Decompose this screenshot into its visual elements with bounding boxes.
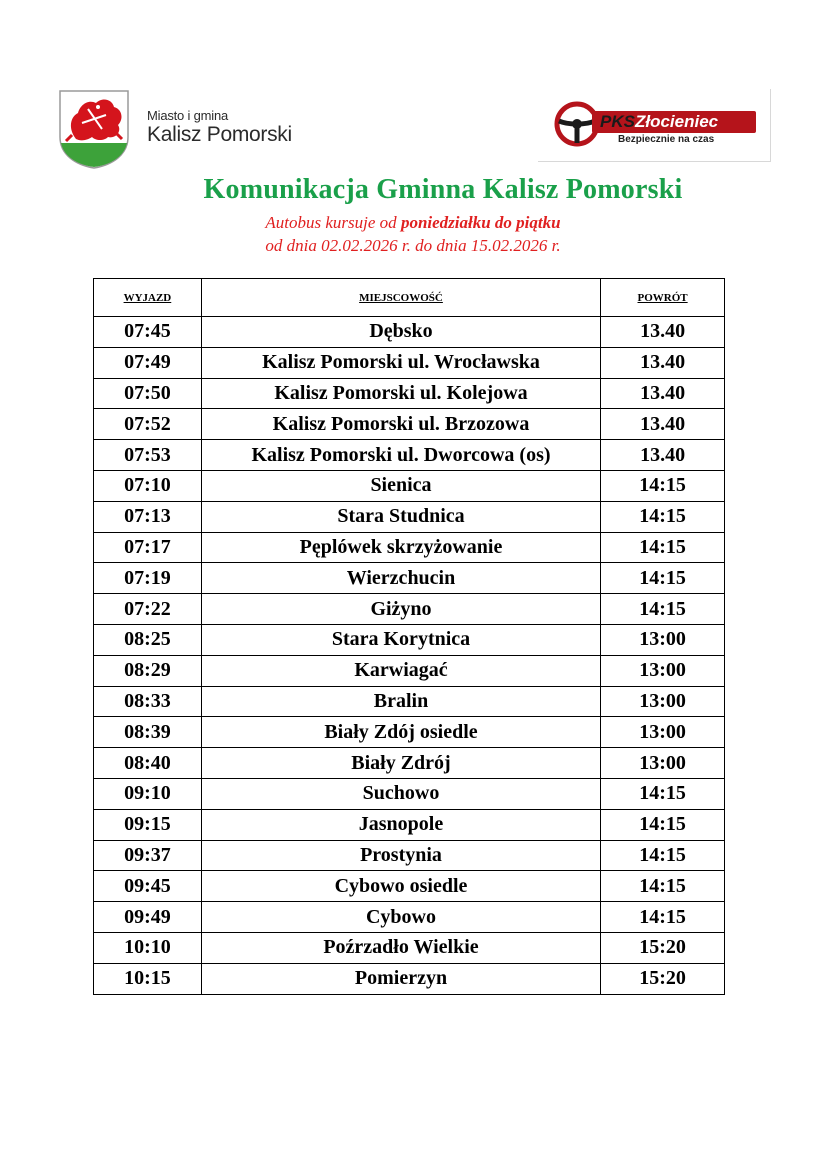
departure-time-cell: 07:53	[94, 440, 202, 471]
table-row	[94, 409, 725, 440]
locality-cell: Suchowo	[201, 778, 600, 809]
return-time-cell: 13.40	[601, 317, 725, 348]
departure-time-cell: 08:40	[94, 748, 202, 779]
pks-logo	[538, 89, 771, 162]
return-time-cell: 13.40	[601, 409, 725, 440]
municipality-wordmark	[147, 108, 292, 147]
locality-cell: Sienica	[201, 470, 600, 501]
table-row	[94, 317, 725, 348]
table-row	[94, 532, 725, 563]
schedule-days-prefix: Autobus kursuje od	[265, 213, 401, 232]
pks-badge	[592, 111, 756, 133]
table-row	[94, 778, 725, 809]
locality-cell: Cybowo	[201, 902, 600, 933]
return-time-cell: 14:15	[601, 501, 725, 532]
table-row	[94, 748, 725, 779]
locality-cell: Cybowo osiedle	[201, 871, 600, 902]
departure-time-cell: 09:15	[94, 809, 202, 840]
crest-icon	[58, 89, 130, 169]
locality-cell: Jasnopole	[201, 809, 600, 840]
locality-cell: Biały Zdrój	[201, 748, 600, 779]
return-time-cell: 14:15	[601, 594, 725, 625]
table-row	[94, 902, 725, 933]
departure-time-cell: 07:45	[94, 317, 202, 348]
departure-time-cell: 09:10	[94, 778, 202, 809]
table-row	[94, 809, 725, 840]
locality-cell: Poźrzadło Wielkie	[201, 932, 600, 963]
departure-time-cell: 08:25	[94, 624, 202, 655]
return-time-cell: 14:15	[601, 840, 725, 871]
locality-cell: Biały Zdój osiedle	[201, 717, 600, 748]
departure-time-cell: 10:10	[94, 932, 202, 963]
table-row	[94, 840, 725, 871]
pks-slogan: Bezpiecznie na czas	[618, 134, 715, 145]
schedule-dates-line: od dnia 02.02.2026 r. do dnia 15.02.2026 r.	[265, 236, 561, 255]
return-time-cell: 13:00	[601, 624, 725, 655]
kalisz-crest-logo	[58, 89, 130, 169]
departure-time-cell: 08:39	[94, 717, 202, 748]
header-departure: WYJAZD	[94, 279, 202, 317]
locality-cell: Dębsko	[201, 317, 600, 348]
locality-cell: Stara Studnica	[201, 501, 600, 532]
table-row	[94, 871, 725, 902]
municipality-small-text: Miasto i gmina	[147, 108, 229, 123]
return-time-cell: 14:15	[601, 563, 725, 594]
header-locality: MIEJSCOWOŚĆ	[201, 279, 600, 317]
departure-time-cell: 07:50	[94, 378, 202, 409]
departure-time-cell: 08:33	[94, 686, 202, 717]
departure-time-cell: 10:15	[94, 963, 202, 994]
return-time-cell: 15:20	[601, 932, 725, 963]
departure-time-cell: 08:29	[94, 655, 202, 686]
departure-time-cell: 07:19	[94, 563, 202, 594]
table-row	[94, 594, 725, 625]
table-row	[94, 470, 725, 501]
table-row	[94, 655, 725, 686]
locality-cell: Kalisz Pomorski ul. Brzozowa	[201, 409, 600, 440]
pks-prefix: PKS	[600, 112, 635, 131]
locality-cell: Bralin	[201, 686, 600, 717]
table-header-row	[94, 279, 725, 317]
departure-time-cell: 09:37	[94, 840, 202, 871]
return-time-cell: 13:00	[601, 717, 725, 748]
locality-cell: Pęplówek skrzyżowanie	[201, 532, 600, 563]
return-time-cell: 14:15	[601, 902, 725, 933]
table-row	[94, 440, 725, 471]
municipality-name-text: Kalisz Pomorski	[147, 123, 292, 146]
page-title: Komunikacja Gminna Kalisz Pomorski	[203, 174, 683, 205]
locality-cell: Stara Korytnica	[201, 624, 600, 655]
return-time-cell: 13.40	[601, 347, 725, 378]
schedule-days-bold: poniedziałku do piątku	[400, 213, 561, 232]
locality-cell: Kalisz Pomorski ul. Wrocławska	[201, 347, 600, 378]
departure-time-cell: 09:49	[94, 902, 202, 933]
return-time-cell: 14:15	[601, 532, 725, 563]
return-time-cell: 14:15	[601, 809, 725, 840]
schedule-days-line	[0, 213, 826, 233]
return-time-cell: 14:15	[601, 871, 725, 902]
pks-city: Złocieniec	[634, 112, 719, 131]
table-row	[94, 686, 725, 717]
locality-cell: Karwiagać	[201, 655, 600, 686]
return-time-cell: 13:00	[601, 748, 725, 779]
table-row	[94, 624, 725, 655]
timetable	[93, 278, 725, 995]
table-row	[94, 932, 725, 963]
header-return: POWRÓT	[601, 279, 725, 317]
table-row	[94, 347, 725, 378]
locality-cell: Prostynia	[201, 840, 600, 871]
departure-time-cell: 07:17	[94, 532, 202, 563]
return-time-cell: 15:20	[601, 963, 725, 994]
table-row	[94, 717, 725, 748]
locality-cell: Kalisz Pomorski ul. Dworcowa (os)	[201, 440, 600, 471]
locality-cell: Kalisz Pomorski ul. Kolejowa	[201, 378, 600, 409]
return-time-cell: 14:15	[601, 778, 725, 809]
departure-time-cell: 07:13	[94, 501, 202, 532]
table-row	[94, 501, 725, 532]
return-time-cell: 13:00	[601, 655, 725, 686]
table-row	[94, 963, 725, 994]
departure-time-cell: 07:52	[94, 409, 202, 440]
locality-cell: Pomierzyn	[201, 963, 600, 994]
return-time-cell: 13.40	[601, 378, 725, 409]
return-time-cell: 14:15	[601, 470, 725, 501]
departure-time-cell: 09:45	[94, 871, 202, 902]
return-time-cell: 13:00	[601, 686, 725, 717]
departure-time-cell: 07:49	[94, 347, 202, 378]
table-row	[94, 378, 725, 409]
table-row	[94, 563, 725, 594]
return-time-cell: 13.40	[601, 440, 725, 471]
locality-cell: Giżyno	[201, 594, 600, 625]
departure-time-cell: 07:22	[94, 594, 202, 625]
departure-time-cell: 07:10	[94, 470, 202, 501]
locality-cell: Wierzchucin	[201, 563, 600, 594]
